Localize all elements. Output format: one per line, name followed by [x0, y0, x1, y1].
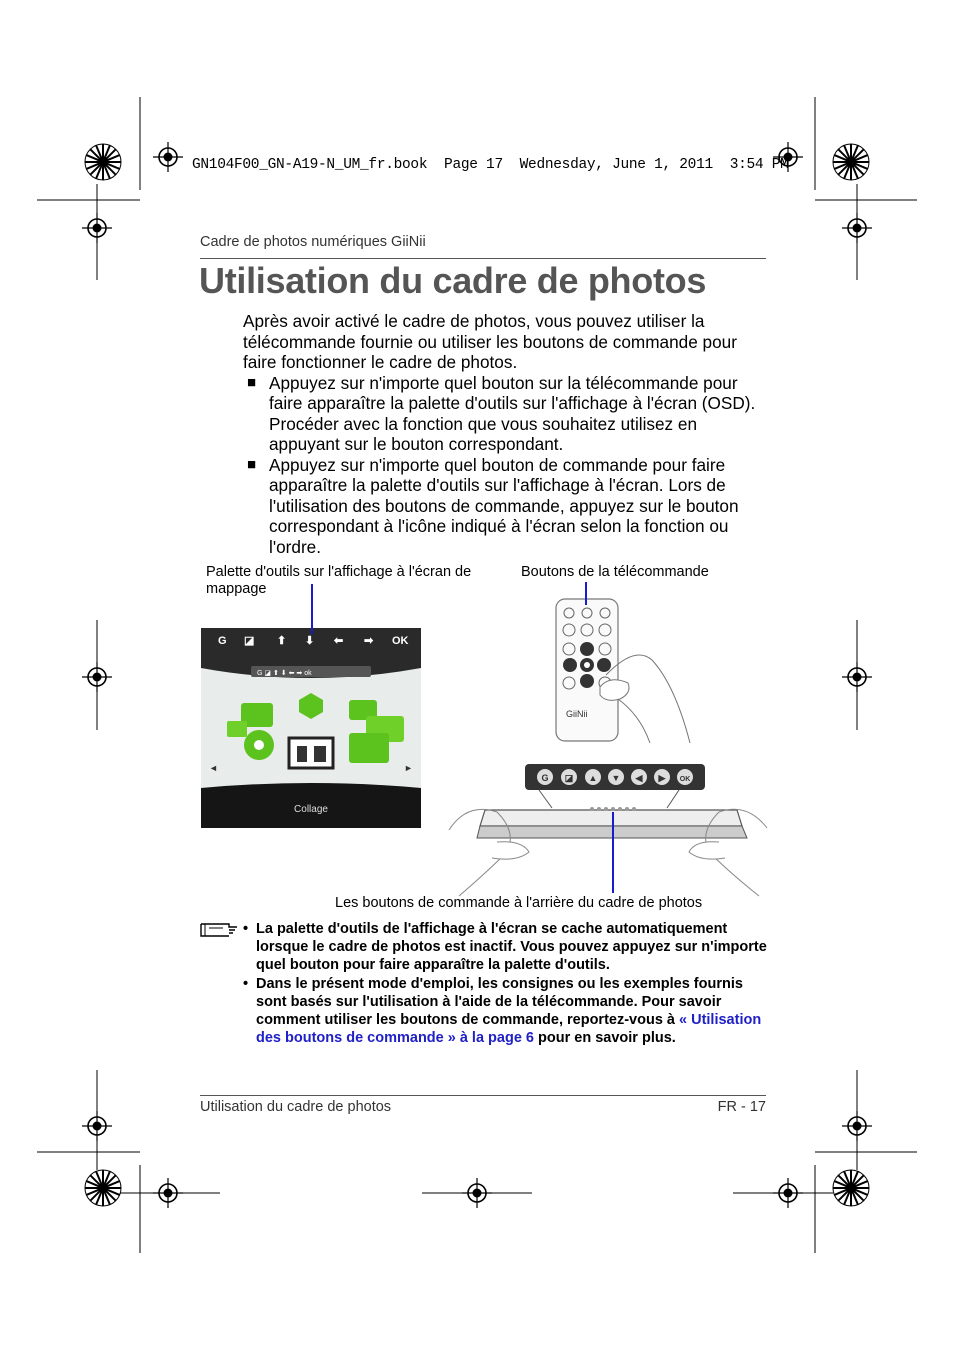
notes	[243, 920, 773, 1047]
button-right-icon: ▶	[658, 773, 666, 783]
note-text: La palette d'outils de l'affichage à l'écran se cache automatiquement lorsque le cadre de photos est inactif. Vous pouvez appuyez sur n'importe quel bouton pour faire apparaître la palette d'outils.	[256, 921, 767, 974]
note-text: Dans le présent mode d'emploi, les consignes ou les exemples fournis sont basés sur l'utilisation à l'aide de la télécommande. Pour savoir comment utiliser les boutons de commande, reportez-vous à	[256, 975, 743, 1029]
arrow-left-icon: ⬅	[334, 635, 344, 647]
page-number: FR - 17	[717, 1099, 766, 1115]
svg-text:G ◪ ⬆ ⬇ ⬅ ➡ ok: G ◪ ⬆ ⬇ ⬅ ➡ ok	[257, 670, 312, 677]
note-text: pour en savoir plus.	[534, 1030, 676, 1047]
note-item	[243, 920, 773, 975]
square-bullet-icon: ■	[247, 373, 257, 391]
button-down-icon: ▼	[611, 773, 621, 783]
arrow-down-icon: ⬇	[305, 635, 315, 647]
arrow-right-icon: ➡	[364, 635, 374, 647]
screen-caption: Collage	[294, 804, 328, 815]
g-icon: G	[218, 635, 227, 647]
arrow-up-icon: ⬆	[277, 635, 287, 647]
button-ok-icon: OK	[679, 776, 691, 783]
button-edit-icon: ◪	[564, 773, 574, 783]
button-g-icon: G	[541, 773, 549, 783]
page-title: Utilisation du cadre de photos	[199, 260, 707, 301]
footer-section-title: Utilisation du cadre de photos	[200, 1099, 392, 1115]
square-bullet-icon: ■	[247, 455, 257, 473]
bullet-text: Appuyez sur n'importe quel bouton de commande pour faire apparaître la palette d'outils sur l'affichage à l'écran. Lors de l'utilisation des boutons de commande, appuyez sur le bouton correspondant à l'icône indiqué à l'écran selon la fonction ou l'ordre.	[269, 454, 739, 557]
button-up-icon: ▲	[588, 773, 598, 783]
note-bullet: •	[243, 975, 249, 992]
note-bullet: •	[243, 921, 249, 937]
print-header: GN104F00_GN-A19-N_UM_fr.book Page 17 Wednesday, June 1, 2011 3:54 PM	[192, 157, 789, 173]
running-header: Cadre de photos numériques GiiNii	[200, 234, 426, 250]
ok-label: OK	[392, 635, 409, 647]
label-palette: Palette d'outils sur l'affichage à l'écran de mappage	[206, 564, 472, 597]
label-remote: Boutons de la télécommande	[521, 564, 709, 580]
intro-paragraph: Après avoir activé le cadre de photos, vous pouvez utiliser la télécommande fournie ou utiliser les boutons de commande pour faire fonctionner le cadre de photos.	[243, 311, 737, 372]
note-item	[243, 975, 773, 1048]
remote-brand: GiiNii	[566, 709, 588, 719]
edit-icon: ◪	[244, 635, 255, 647]
bullet-text: Appuyez sur n'importe quel bouton sur la télécommande pour faire apparaître la palette d'outils sur l'affichage à l'écran (OSD). Procéder avec la fonction que vous souhaitez utilisez en appuyant sur le bouton correspondant.	[269, 372, 756, 454]
cross-reference-link[interactable]: « Utilisation des boutons de commande » à la page 6	[256, 1012, 762, 1047]
label-back-buttons: Les boutons de commande à l'arrière du cadre de photos	[335, 895, 703, 911]
button-left-icon: ◀	[635, 773, 643, 783]
note-hand-icon	[199, 920, 239, 940]
scroll-right-icon: ►	[404, 763, 413, 773]
scroll-left-icon: ◄	[209, 763, 218, 773]
footer-rule	[200, 1095, 766, 1096]
